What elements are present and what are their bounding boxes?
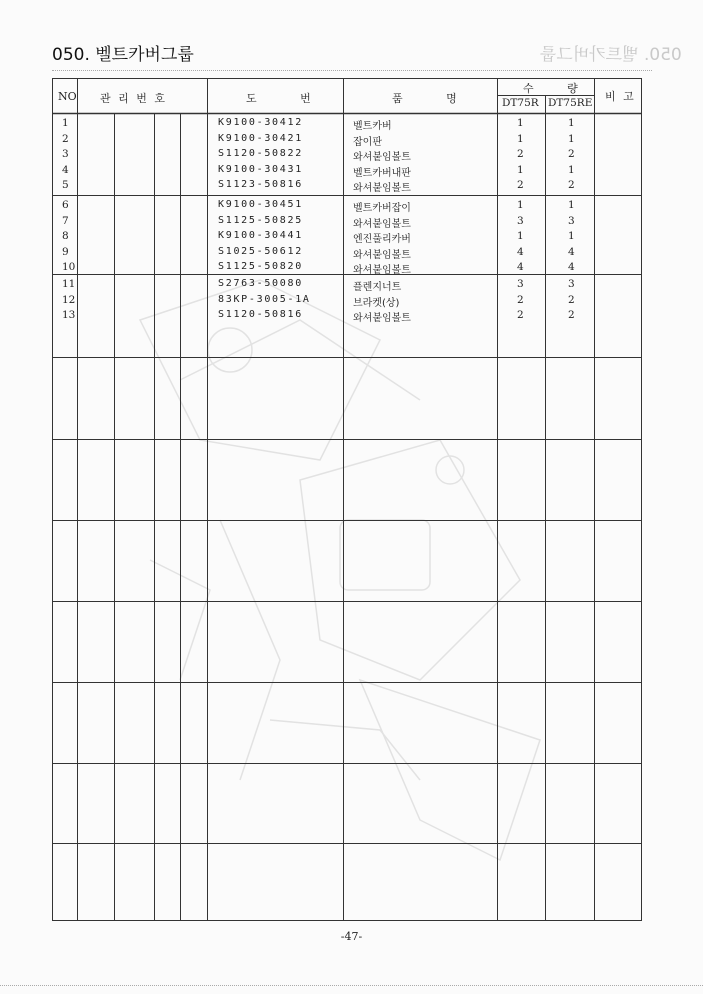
row-1-name: 벨트카버 (353, 121, 392, 132)
row-13-qty-r: 2 (517, 309, 524, 322)
row-2-name: 잡이판 (353, 136, 382, 148)
row-2-code: K9100-30421 (218, 132, 303, 144)
row-13-code: S1120-50816 (218, 309, 303, 321)
row-12-name: 브라켓(상) (353, 297, 400, 309)
row-12-qty-r: 2 (517, 293, 524, 306)
row-13-name: 와셔붙임볼트 (353, 313, 411, 325)
row-3-qty-r: 2 (517, 148, 524, 161)
row-9-qty-re: 4 (568, 245, 575, 258)
row-5-no: 5 (62, 179, 69, 192)
row-8-qty-r: 1 (517, 230, 524, 243)
row-12-no: 12 (62, 293, 76, 306)
row-13-no: 13 (62, 309, 76, 322)
row-4-qty-r: 1 (517, 163, 524, 176)
row-11-code: S2763-50080 (218, 278, 303, 289)
row-11-qty-re: 3 (568, 278, 575, 290)
row-6-no: 6 (62, 199, 69, 211)
row-9-code: S1025-50612 (218, 245, 303, 257)
row-8-no: 8 (62, 230, 69, 243)
row-1-no: 1 (62, 117, 69, 129)
header-mgmt-no: 관 리 번 호 (100, 92, 167, 105)
row-6-qty-r: 1 (517, 199, 524, 211)
row-5-qty-re: 2 (568, 179, 575, 192)
row-10-no: 10 (62, 261, 76, 274)
row-9-name: 와셔붙임볼트 (353, 249, 411, 261)
row-11-no: 11 (62, 278, 76, 290)
row-5-code: S1123-50816 (218, 179, 303, 191)
row-8-code: K9100-30441 (218, 230, 303, 242)
row-10-name: 와셔붙임볼트 (353, 265, 411, 277)
row-2-qty-re: 1 (568, 132, 575, 145)
header-part-name: 품 명 (392, 92, 457, 105)
header-remarks: 비 고 (605, 90, 634, 103)
row-1-qty-re: 1 (568, 117, 575, 129)
row-1-qty-r: 1 (517, 117, 524, 129)
row-6-code: K9100-30451 (218, 199, 303, 210)
header-drawing-no: 도 번 (246, 92, 311, 105)
row-9-qty-r: 4 (517, 245, 524, 258)
row-4-qty-re: 1 (568, 163, 575, 176)
header-model-r: DT75R (502, 97, 539, 109)
row-10-code: S1125-50820 (218, 261, 303, 273)
bottom-rule (0, 985, 703, 986)
row-1-code: K9100-30412 (218, 117, 303, 128)
row-3-qty-re: 2 (568, 148, 575, 161)
row-13-qty-re: 2 (568, 309, 575, 322)
row-5-name: 와셔붙임볼트 (353, 183, 411, 195)
row-12-code: 83KP-3005-1A (218, 293, 311, 305)
row-8-name: 엔진풀리카버 (353, 234, 411, 246)
row-7-no: 7 (62, 214, 69, 227)
row-11-name: 플렌지너트 (353, 282, 402, 293)
header-model-re: DT75RE (548, 97, 593, 109)
row-6-name: 벨트카버잡이 (353, 203, 411, 214)
row-4-code: K9100-30431 (218, 163, 303, 175)
row-5-qty-r: 2 (517, 179, 524, 192)
row-2-qty-r: 1 (517, 132, 524, 145)
row-3-code: S1120-50822 (218, 148, 303, 160)
header-quantity: 수 량 (523, 82, 578, 95)
row-7-qty-r: 3 (517, 214, 524, 227)
row-7-name: 와셔붙임볼트 (353, 218, 411, 230)
row-4-name: 벨트카버내판 (353, 167, 411, 179)
row-7-code: S1125-50825 (218, 214, 303, 226)
mirrored-title-show-through: 050. 벨트카버그룹 (540, 45, 682, 65)
row-3-no: 3 (62, 148, 69, 161)
row-8-qty-re: 1 (568, 230, 575, 243)
page-title: 050. 벨트카버그룹 (52, 45, 194, 65)
row-9-no: 9 (62, 245, 69, 258)
header-no: NO (58, 90, 77, 103)
row-10-qty-re: 4 (568, 261, 575, 274)
row-7-qty-re: 3 (568, 214, 575, 227)
row-3-name: 와셔붙임볼트 (353, 152, 411, 164)
row-2-no: 2 (62, 132, 69, 145)
row-10-qty-r: 4 (517, 261, 524, 274)
row-12-qty-re: 2 (568, 293, 575, 306)
row-6-qty-re: 1 (568, 199, 575, 211)
row-4-no: 4 (62, 163, 69, 176)
page-number: -47- (340, 930, 363, 943)
row-11-qty-r: 3 (517, 278, 524, 290)
